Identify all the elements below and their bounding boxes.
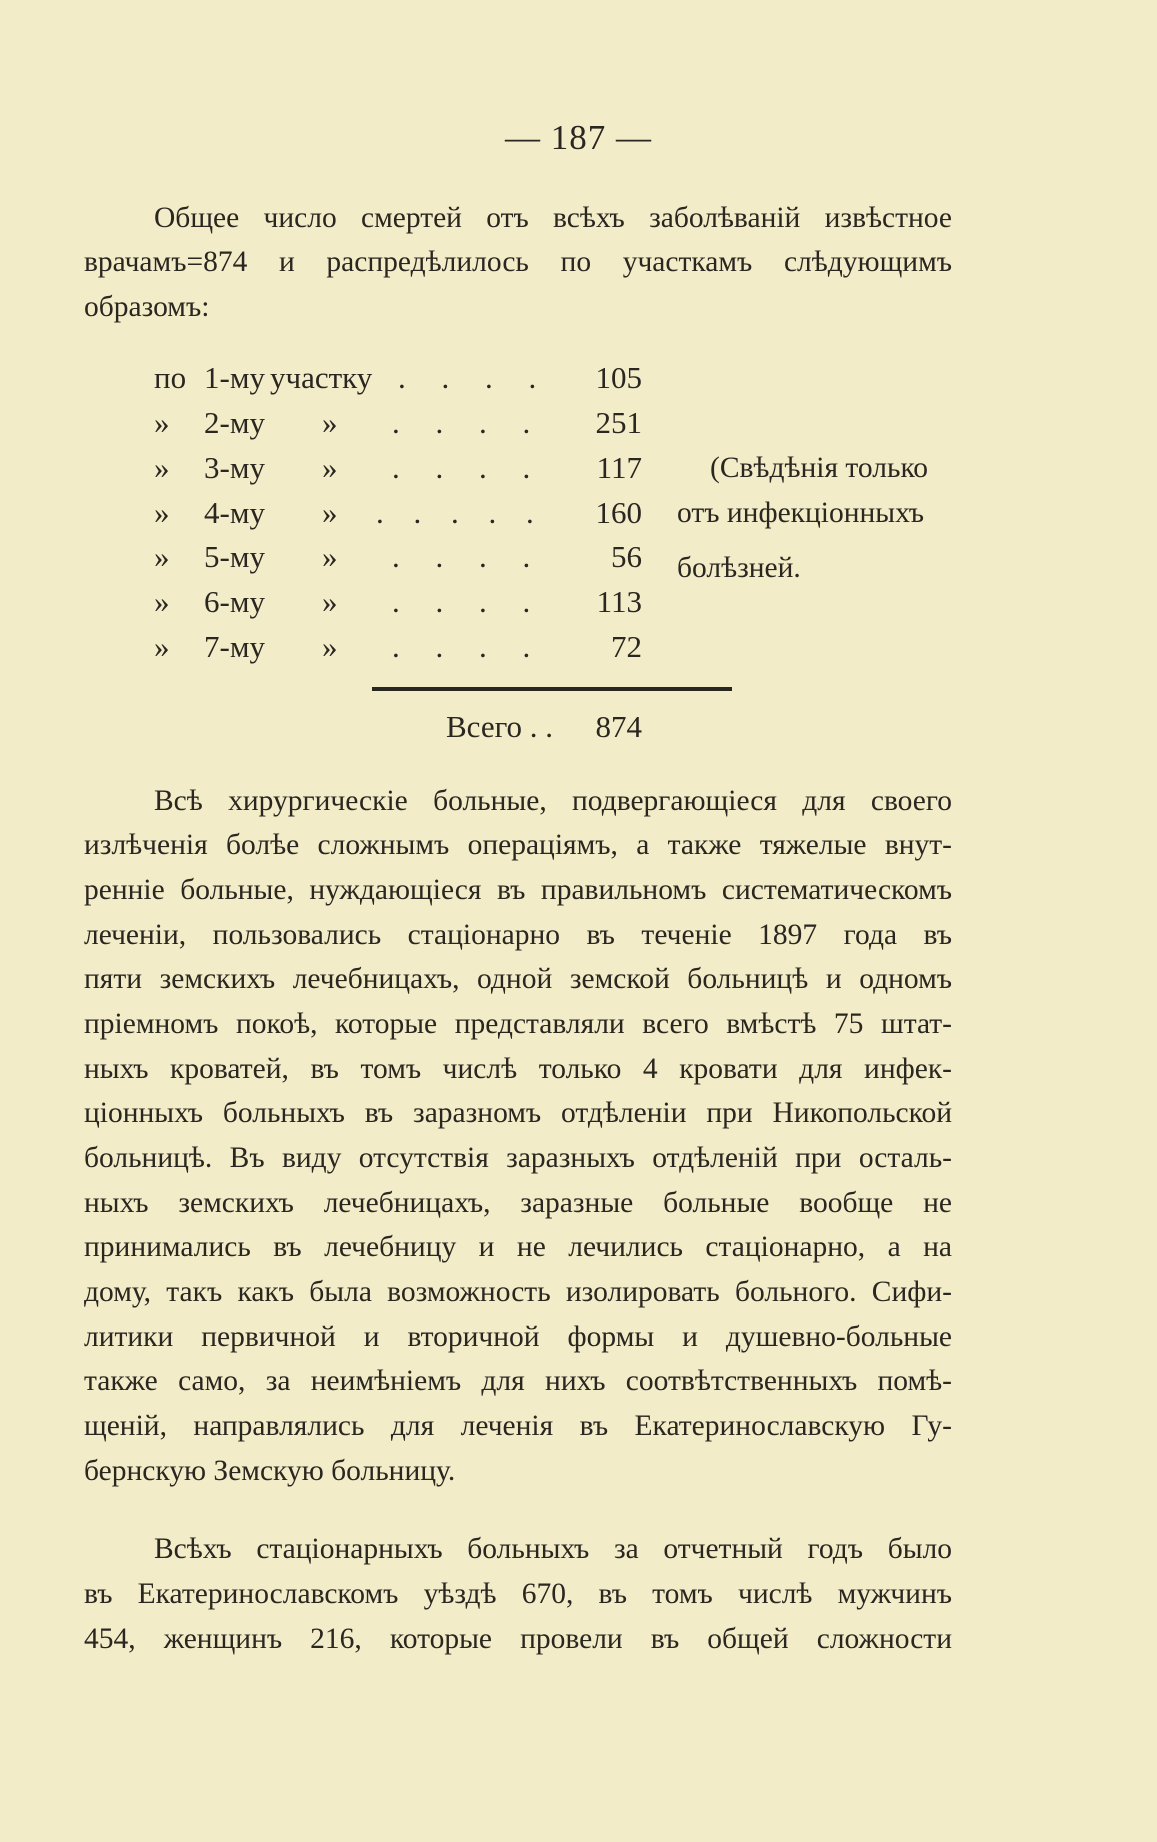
paragraph-line: леченіи, пользовались стаціонарно въ теченіе 1897 года въ (84, 919, 952, 951)
row-dots: . . . . (392, 584, 545, 619)
row-ordinal: 6-му (204, 584, 265, 619)
row-value: 160 (595, 495, 642, 530)
paragraph-line: принимались въ лечебницу и не лечились стаціонарно, а на (84, 1231, 952, 1263)
row-word: » (322, 584, 338, 619)
total-value: 874 (595, 709, 642, 744)
row-value: 56 (611, 539, 642, 574)
row-word: » (322, 405, 338, 440)
paragraph-line: Всѣ хирургическіе больные, подвергающіеся для своего (154, 785, 952, 817)
paragraph-line: 454, женщинъ 216, которые провели въ общей сложности (84, 1623, 952, 1655)
paragraph-line: пріемномъ покоѣ, которые представляли всего вмѣстѣ 75 штат- (84, 1008, 952, 1040)
row-dots: . . . . (392, 405, 545, 440)
table-row (0, 535, 1157, 579)
row-word: участку (270, 360, 373, 395)
paragraph-line: больницѣ. Въ виду отсутствія заразныхъ отдѣленій при осталь- (84, 1142, 952, 1174)
row-word: » (322, 450, 338, 485)
paragraph-line: пяти земскихъ лечебницахъ, одной земской больницѣ и одномъ (84, 963, 952, 995)
row-prefix: по (154, 360, 187, 395)
table-row (0, 491, 1157, 535)
row-value: 105 (595, 360, 642, 395)
row-prefix: » (154, 539, 170, 574)
row-word: » (322, 495, 338, 530)
row-dots: . . . . . (376, 495, 545, 530)
row-dots: . . . . (392, 629, 545, 664)
table-note-line: болѣзней. (677, 552, 801, 584)
table-row (0, 401, 1157, 445)
paragraph-line: ныхъ кроватей, въ томъ числѣ только 4 кровати для инфек- (84, 1053, 952, 1085)
intro-line: врачамъ=874 и распредѣлилось по участкамъ слѣдующимъ (84, 246, 952, 278)
row-ordinal: 1-му (204, 360, 265, 395)
table-row (0, 356, 1157, 400)
intro-line: Общее число смертей отъ всѣхъ заболѣваній извѣстное (154, 202, 952, 234)
row-word: » (322, 629, 338, 664)
row-ordinal: 2-му (204, 405, 265, 440)
row-value: 251 (595, 405, 642, 440)
row-ordinal: 5-му (204, 539, 265, 574)
total-label: Всего . . (446, 709, 554, 744)
table-note-line: (Свѣдѣнія только (710, 452, 929, 484)
row-prefix: » (154, 495, 170, 530)
paragraph-line: ціонныхъ больныхъ въ заразномъ отдѣленіи при Никопольской (84, 1097, 952, 1129)
paragraph-line: дому, такъ какъ была возможность изолировать больного. Сифи- (84, 1276, 952, 1308)
row-prefix: » (154, 450, 170, 485)
table-note-line: отъ инфекціонныхъ (677, 497, 925, 529)
row-ordinal: 4-му (204, 495, 265, 530)
row-dots: . . . . (392, 539, 545, 574)
row-value: 72 (611, 629, 642, 664)
row-prefix: » (154, 584, 170, 619)
row-ordinal: 3-му (204, 450, 265, 485)
table-row (0, 625, 1157, 669)
paragraph-line: щеній, направлялись для леченія въ Екатеринославскую Гу- (84, 1410, 952, 1442)
row-word: » (322, 539, 338, 574)
paragraph-line: также само, за неимѣніемъ для нихъ соотвѣтственныхъ помѣ- (84, 1365, 952, 1397)
row-prefix: » (154, 405, 170, 440)
paragraph-line: ныхъ земскихъ лечебницахъ, заразные больные вообще не (84, 1187, 952, 1219)
row-value: 117 (596, 450, 642, 485)
row-dots: . . . . (392, 450, 545, 485)
table-row (0, 446, 1157, 490)
paragraph-line: Всѣхъ стаціонарныхъ больныхъ за отчетный годъ было (154, 1533, 952, 1565)
table-row (0, 580, 1157, 624)
row-ordinal: 7-му (204, 629, 265, 664)
paragraph-line: литики первичной и вторичной формы и душевно-больные (84, 1321, 952, 1353)
row-value: 113 (596, 584, 642, 619)
paragraph-line: излѣченія болѣе сложнымъ операціямъ, а также тяжелые внут- (84, 829, 952, 861)
row-prefix: » (154, 629, 170, 664)
paragraph-line: въ Екатеринославскомъ уѣздѣ 670, въ томъ числѣ мужчинъ (84, 1578, 952, 1610)
total-row (0, 705, 1157, 749)
paragraph-line: ренніе больные, нуждающіеся въ правильномъ систематическомъ (84, 874, 952, 906)
page-number: — 187 — (505, 118, 652, 157)
intro-line: образомъ: (84, 291, 210, 323)
total-rule (372, 687, 732, 691)
row-dots: . . . . (398, 360, 551, 395)
paragraph-line: бернскую Земскую больницу. (84, 1455, 456, 1487)
